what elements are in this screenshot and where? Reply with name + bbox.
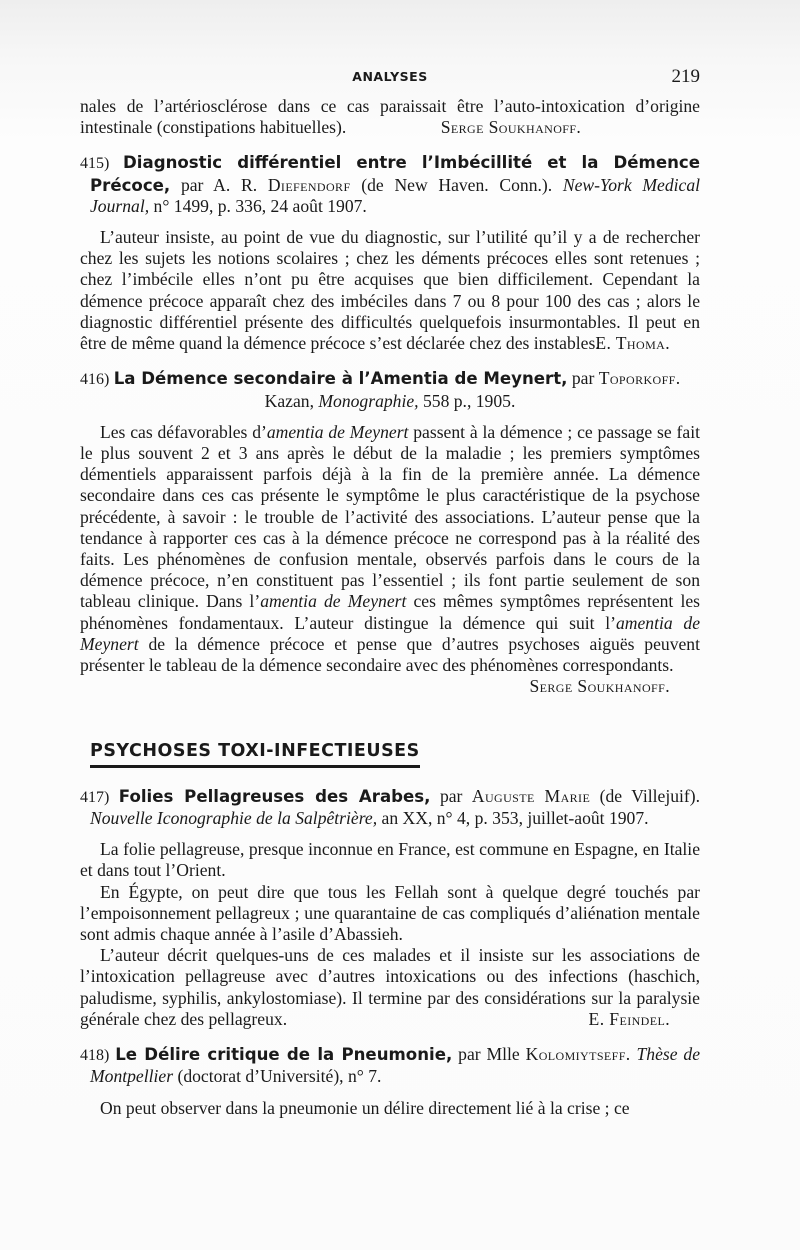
entry-title: Folies Pellagreuses des Arabes, <box>118 786 431 806</box>
entry-author: Auguste Marie <box>471 785 591 806</box>
entry-heading: 416) La Démence secondaire à l’Amentia de Meynert, par Toporkoff. <box>80 368 681 389</box>
entry-text: L’auteur insiste, au point de vue du diagnostic, sur l’utilité qu’il y a de rechercher chez les sujets les notions scolaires ; chez les déments précoces elles sont retenues ; chez l’imbécile elles n’ont pu être acquises que bien difficilement. Cependant la démence précoce apparaît chez des imbéciles dans 7 ou 8 pour 100 des cas ; alors le diagnostic différentiel présente des difficultés quelquefois insurmontables. Il peut en être de même quand la démence précoce s’est déclarée chez des instables. <box>80 227 700 354</box>
entry-author: Toporkoff. <box>598 368 681 389</box>
entry-416 <box>80 368 700 697</box>
entry-418 <box>80 1044 700 1119</box>
entry-heading: 418) Le Délire critique de la Pneumonie, par Mlle Kolomiytseff. Thèse de Montpellier (doctorat d’Université), n° 7. <box>80 1044 701 1087</box>
entry-title: La Démence secondaire à l’Amentia de Meynert, <box>113 369 568 389</box>
entry-417 <box>80 786 700 1030</box>
entry-text: En Égypte, on peut dire que tous les Fellah sont à quelque degré touchés par l’empoisonnement pellagreux ; une quarantaine de cas compliqués d’aliénation mentale sont admis chaque année à l’asile d’Abassieh. <box>80 881 700 944</box>
page-header <box>80 66 700 88</box>
previous-entry <box>80 96 700 138</box>
entry-journal: Thèse de Montpellier <box>90 1044 701 1087</box>
entry-author: Kolomiytseff. <box>525 1044 631 1065</box>
signature: E. Thoma. <box>595 333 670 354</box>
entry-author: Diefendorf <box>267 174 351 195</box>
entry-heading: 415) Diagnostic différentiel entre l’Imbécillité et la Démence Précoce, par A. R. Diefendorf (de New Haven. Conn.). New-York Medical Journal, n° 1499, p. 336, 24 août 1907. <box>80 153 701 216</box>
entry-journal: Monographie, <box>318 390 419 411</box>
entry-text: On peut observer dans la pneumonie un délire directement lié à la crise ; ce <box>100 1097 630 1118</box>
entry-text: L’auteur décrit quelques-uns de ces malades et il insiste sur les associations de l’intoxication pellagreuse avec d’autres intoxications ou des infections (haschich, paludisme, syphilis, ankylostomiase). Il termine par des considérations sur la paralysie générale chez des pellagreux. <box>80 945 700 1029</box>
page-body <box>80 96 700 1119</box>
entry-heading: 417) Folies Pellagreuses des Arabes, par Auguste Marie (de Villejuif). Nouvelle Iconographie de la Salpêtrière, an XX, n° 4, p. 353, juillet-août 1907. <box>80 785 701 828</box>
entry-journal: New-York Medical Journal, <box>90 174 701 216</box>
entry-text: La folie pellagreuse, presque inconnue en France, est commune en Espagne, en Italie et dans tout l’Orient. <box>80 839 700 881</box>
page-number: 219 <box>671 66 700 87</box>
entry-journal: Nouvelle Iconographie de la Salpêtrière, <box>90 807 378 828</box>
entry-reference: Kazan, Monographie, 558 p., 1905. <box>264 390 516 411</box>
signature: E. Feindel. <box>588 1008 670 1029</box>
entry-title: Diagnostic différentiel entre l’Imbécillité et la Démence Précoce, <box>90 153 700 195</box>
running-title: ANALYSES <box>352 69 428 84</box>
entry-text: Les cas défavorables d’amentia de Meynert passent à la démence ; ce passage se fait le plus souvent 2 et 3 ans après le début de la maladie ; les premiers symptômes démentiels apparaissent parfois déjà à la fin de la première année. La démence secondaire dans ces cas présente le symptôme le plus caractéristique de la psychose précédente, à savoir : le trouble de l’activité des associations. L’auteur pense que la tendance à rapporter ces cas à la démence précoce ne correspond pas à la réalité des faits. Les phénomènes de confusion mentale, observés parfois dans le cours de la démence précoce, n’en constituent pas l’essentiel ; ils font partie seulement de son tableau clinique. Dans l’amentia de Meynert ces mêmes symptômes représentent les phénomènes fondamentaux. L’auteur distingue la démence qui suit l’amentia de Meynert de la démence précoce et pense que d’autres psychoses aiguës peuvent présenter le tableau de la démence secondaire avec des phénomènes correspondants. <box>80 421 700 676</box>
signature: Serge Soukhanoff. <box>440 117 582 138</box>
entry-title: Le Délire critique de la Pneumonie, <box>115 1045 453 1065</box>
signature: Serge Soukhanoff. <box>529 676 670 697</box>
entry-415 <box>80 152 700 354</box>
section-heading: PSYCHOSES TOXI-INFECTIEUSES <box>80 741 700 767</box>
previous-entry-text: nales de l’artériosclérose dans ce cas paraissait être l’auto-intoxication d’origine intestinale (constipations habituelles). Serge Soukhanoff. <box>80 96 700 138</box>
